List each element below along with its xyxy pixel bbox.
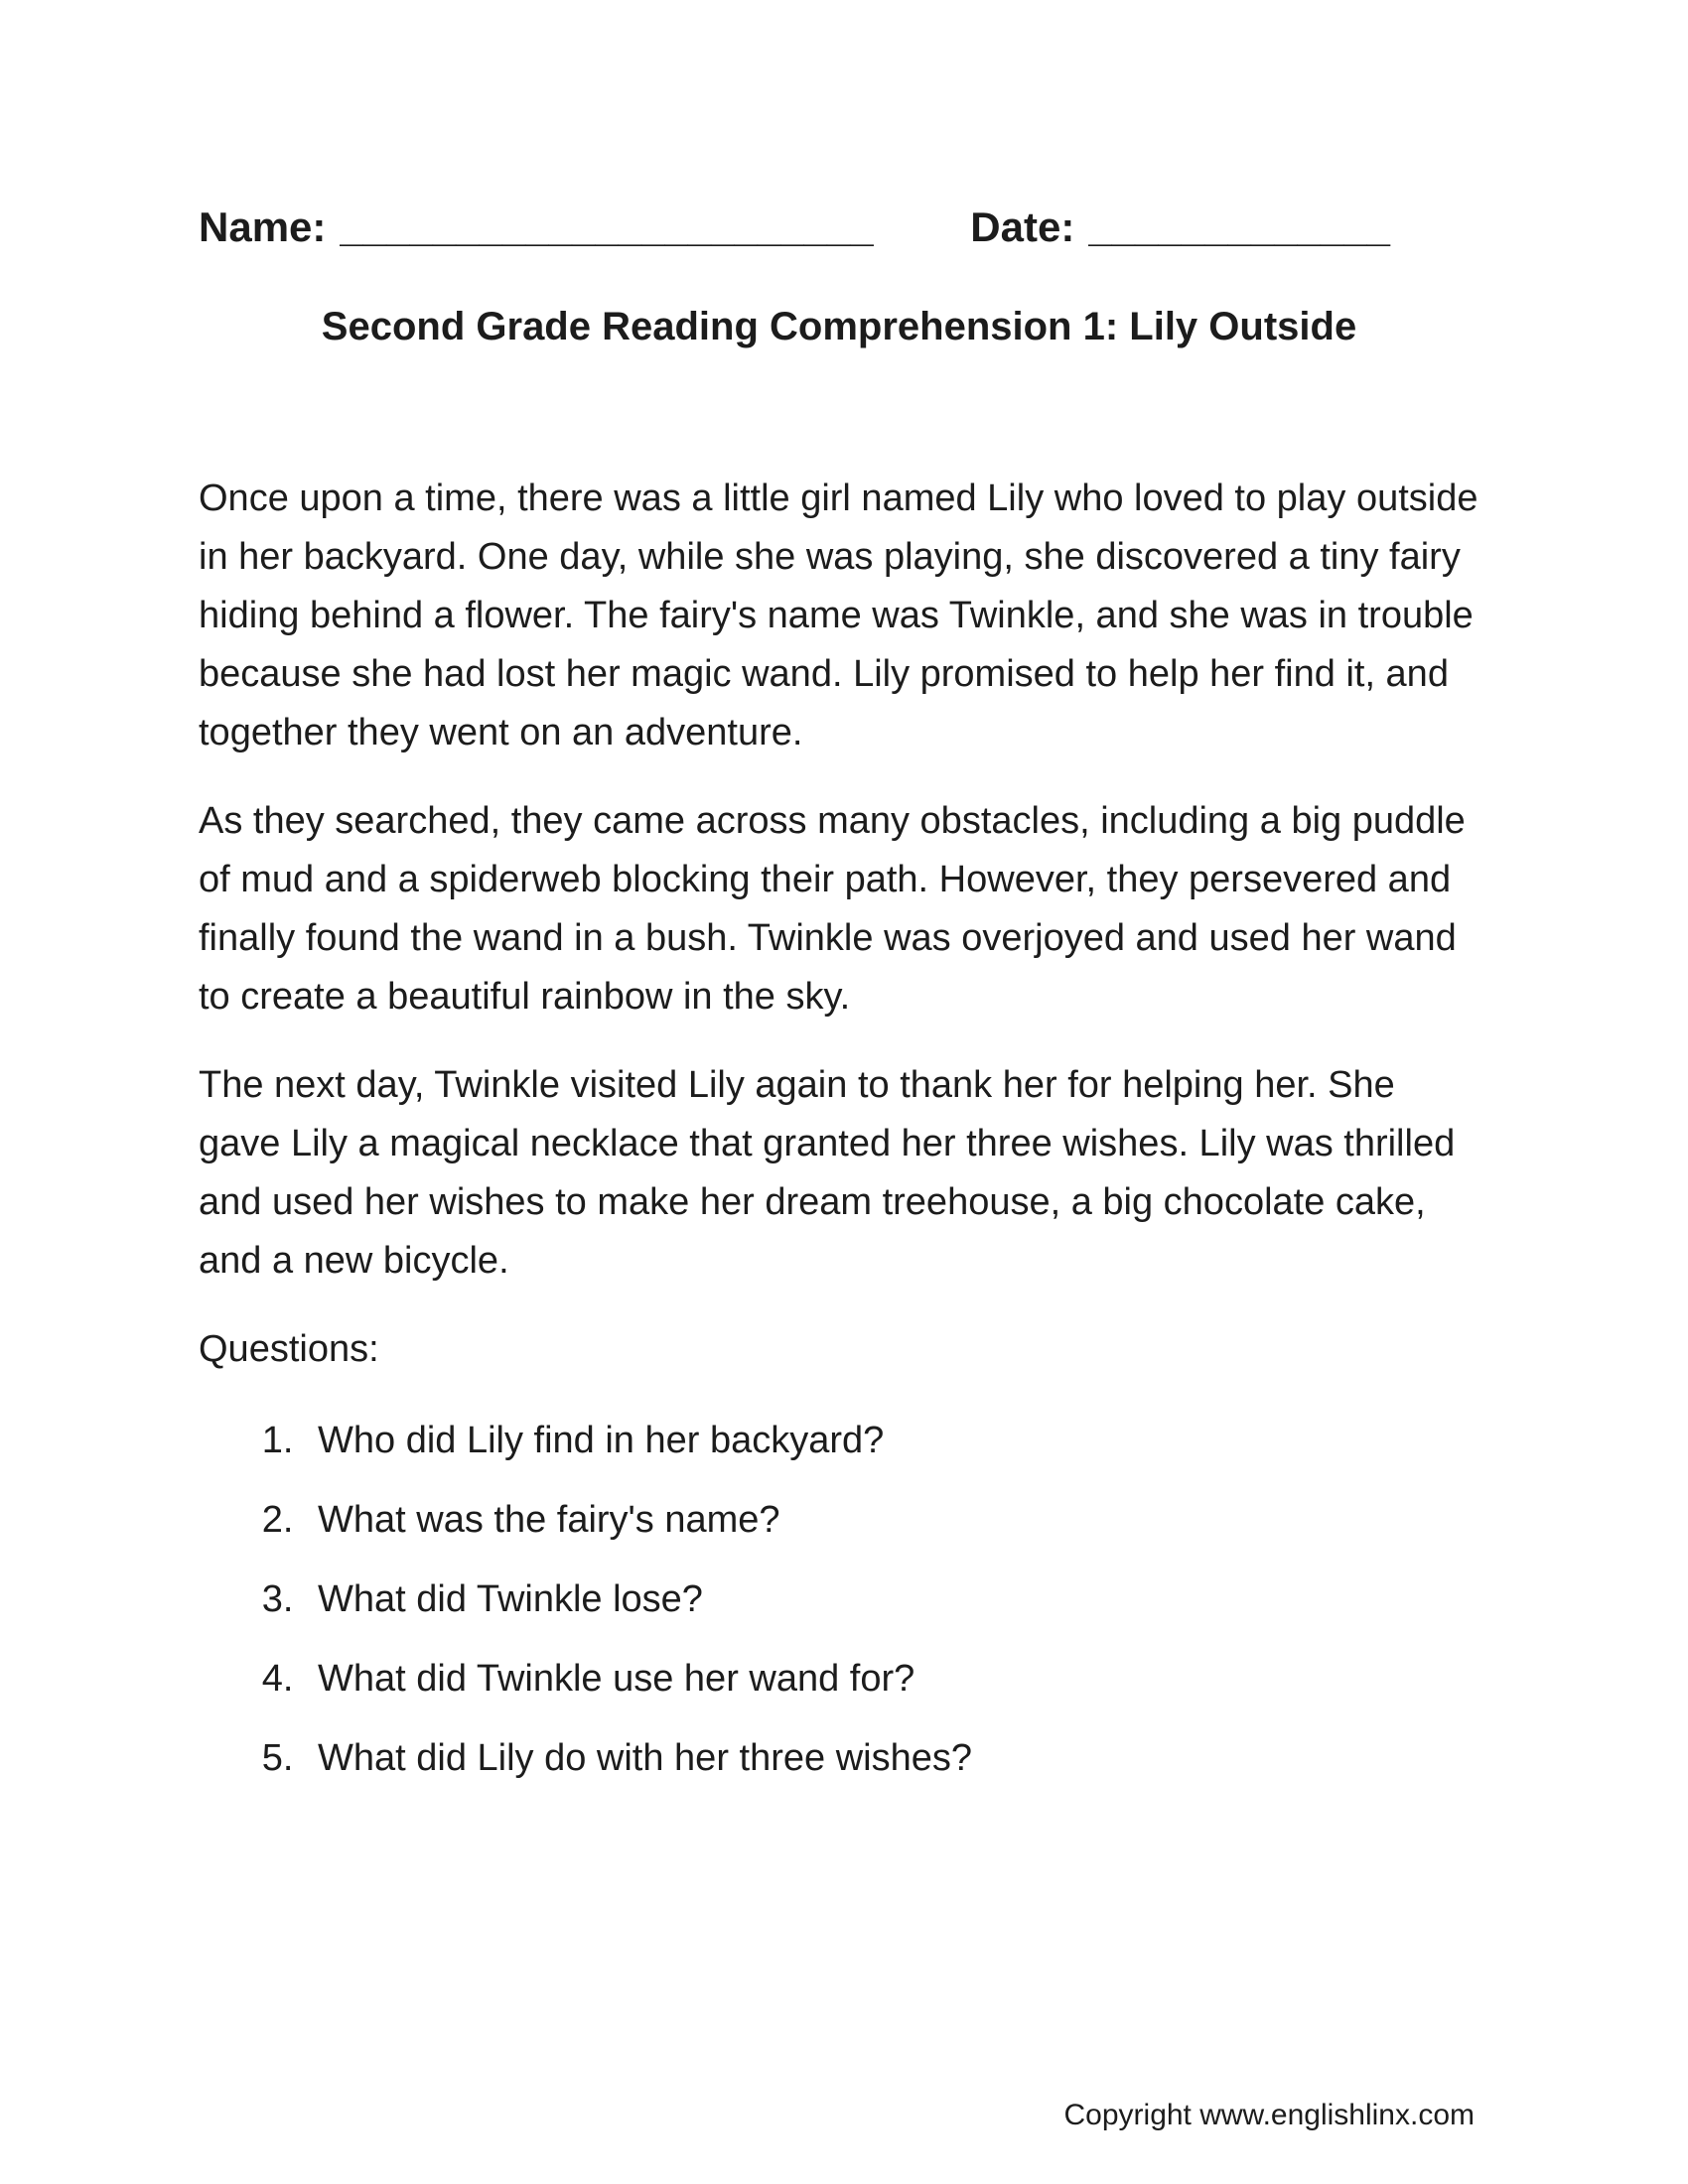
date-label: Date:: [970, 204, 1075, 250]
copyright-footer: Copyright www.englishlinx.com: [1063, 2099, 1475, 2131]
header-row: [199, 204, 1479, 251]
question-item-2: 2. What was the fairy's name?: [304, 1494, 1479, 1546]
question-item-1: 1. Who did Lily find in her backyard?: [304, 1415, 1479, 1466]
story-paragraph-1: Once upon a time, there was a little girl named Lily who loved to play outside in her backyard. One day, while she was playing, she discovered a tiny fairy hiding behind a flower. The fairy's name was Twinkle, and she was in trouble because she had lost her magic wand. Lily promised to help her find it, and together they went on an adventure.: [199, 478, 1478, 753]
question-item-3: 3. What did Twinkle lose?: [304, 1573, 1479, 1625]
story-paragraph-3: The next day, Twinkle visited Lily again to thank her for helping her. She gave Lily a magical necklace that granted her three wishes. Lily was thrilled and used her wishes to make her dream treehouse, a big chocolate cake, and a new bicycle.: [199, 1064, 1456, 1282]
date-blank-line: _____________: [1088, 204, 1390, 250]
questions-label: Questions:: [199, 1328, 379, 1370]
question-item-5: 5. What did Lily do with her three wishes?: [304, 1732, 1479, 1784]
story-section: [199, 470, 1479, 1291]
name-label: Name:: [199, 204, 327, 250]
worksheet-title: Second Grade Reading Comprehension 1: Lily Outside: [321, 305, 1357, 348]
name-blank-line: _______________________: [340, 204, 874, 250]
question-item-4: 4. What did Twinkle use her wand for?: [304, 1653, 1479, 1705]
name-field: [199, 204, 874, 251]
date-field: [970, 204, 1390, 251]
questions-list: [199, 1415, 1479, 1784]
story-paragraph-2: As they searched, they came across many obstacles, including a big puddle of mud and a spiderweb blocking their path. However, they persevered and finally found the wand in a bush. Twinkle was overjoyed and used her wand to create a beautiful rainbow in the sky.: [199, 800, 1466, 1018]
